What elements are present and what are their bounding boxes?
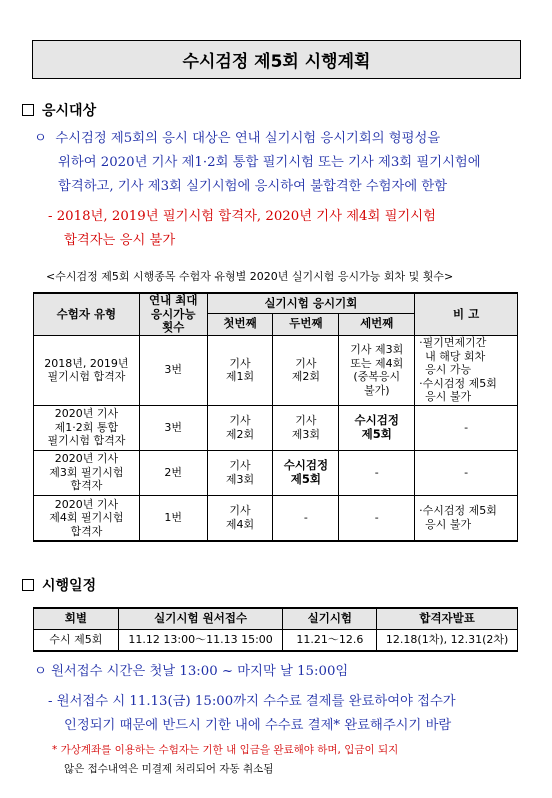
exclusion-line: - 2018년, 2019년 필기시험 합격자, 2020년 기사 제4회 필기시험 bbox=[48, 209, 436, 224]
section-heading-text: 시행일정 bbox=[42, 578, 97, 594]
virtual-account-note: * 가상계좌를 이용하는 수험자는 기한 내 입금을 완료해야 하며, 입금이 되지 않은 접수내역은 미결제 처리되어 자동 취소됨 bbox=[52, 744, 399, 775]
table-row: 2020년 기사 제1·2회 통합 필기시험 합격자 3번 기사 제2회 기사 제3회 수시검정 제5회 - bbox=[34, 405, 518, 450]
checkbox-square-icon bbox=[22, 579, 34, 591]
table-row: 2020년 기사 제3회 필기시험 합격자 2번 기사 제3회 수시검정 제5회 - - bbox=[34, 450, 518, 495]
payment-line: 인정되기 때문에 반드시 기한 내에 수수료 결제* 완료해주시기 바람 bbox=[64, 718, 452, 733]
eligibility-line: 수시검정 제5회의 응시 대상은 연내 실기시험 응시기회의 형평성을 bbox=[55, 131, 441, 146]
schedule-header: 실기시험 bbox=[283, 608, 377, 630]
header-group: 실기시험 응시기회 bbox=[207, 293, 415, 313]
eligibility-paragraph bbox=[34, 127, 534, 199]
header-type: 수험자 유형 bbox=[34, 293, 140, 335]
table-row: 수시 제5회 11.12 13:00～11.13 15:00 11.21～12.6 12.18(1차), 12.31(2차) bbox=[34, 630, 518, 652]
header-note: 비 고 bbox=[415, 293, 518, 335]
eligibility-line: 합격하고, 기사 제3회 실기시험에 응시하여 불합격한 수험자에 한함 bbox=[58, 179, 448, 194]
header-round-3: 세번째 bbox=[339, 313, 415, 335]
page-title bbox=[32, 40, 521, 79]
schedule-table bbox=[33, 607, 518, 652]
header-round-2: 두번째 bbox=[273, 313, 339, 335]
table-row: 2018년, 2019년 필기시험 합격자 3번 기사 제1회 기사 제2회 기사 제3회 또는 제4회 (중복응시 불가) ·필기면제기간 내 해당 회차 응시 가능 ·수시검정 제5회 응시 불가 bbox=[34, 335, 518, 405]
section-heading-eligibility bbox=[22, 100, 96, 120]
page-title-text: 수시검정 제5회 시행계획 bbox=[182, 52, 371, 72]
schedule-header: 합격자발표 bbox=[377, 608, 518, 630]
eligibility-line: 위하여 2020년 기사 제1·2회 통합 필기시험 또는 기사 제3회 필기시험에 bbox=[58, 155, 481, 170]
header-round-1: 첫번째 bbox=[207, 313, 273, 335]
schedule-note: ㅇ 원서접수 시간은 첫날 13:00 ~ 마지막 날 15:00임 bbox=[34, 664, 349, 679]
section-heading-schedule bbox=[22, 575, 96, 595]
section-heading-text: 응시대상 bbox=[42, 103, 97, 119]
eligibility-table bbox=[33, 292, 518, 542]
header-max: 연내 최대 응시가능 횟수 bbox=[139, 293, 207, 335]
eligibility-exclusion bbox=[48, 205, 528, 253]
payment-note bbox=[48, 690, 528, 738]
payment-line: - 원서접수 시 11.13(금) 15:00까지 수수료 결제를 완료하여야 접수가 bbox=[48, 694, 456, 709]
schedule-header: 실기시험 원서접수 bbox=[118, 608, 283, 630]
schedule-header: 회별 bbox=[34, 608, 119, 630]
checkbox-square-icon bbox=[22, 104, 34, 116]
table-row: 2020년 기사 제4회 필기시험 합격자 1번 기사 제4회 - - ·수시검정 제5회 응시 불가 bbox=[34, 495, 518, 541]
table-caption: <수시검정 제5회 시행종목 수험자 유형별 2020년 실기시험 응시가능 회차 및 횟수> bbox=[46, 270, 454, 283]
bullet-glyph: ㅇ bbox=[34, 131, 47, 146]
exclusion-line: 합격자는 응시 불가 bbox=[64, 233, 176, 248]
